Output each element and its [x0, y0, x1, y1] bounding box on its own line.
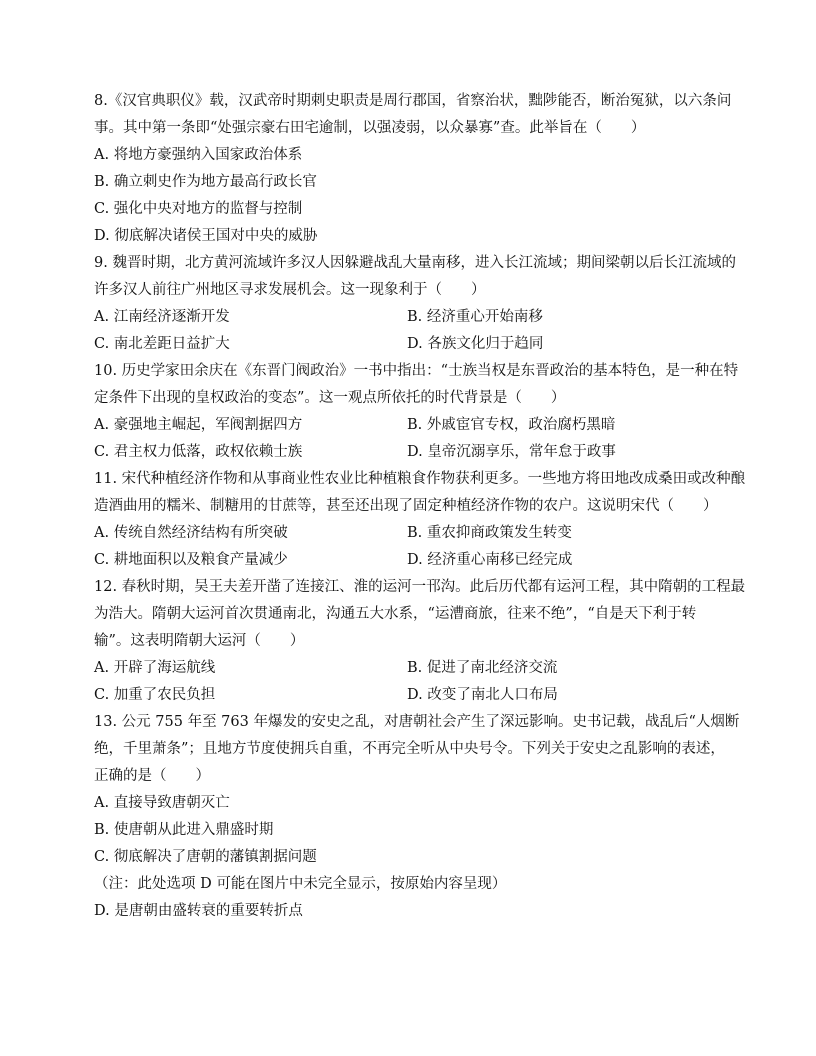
question-13-line-1: 13. 公元 755 年至 763 年爆发的安史之乱，对唐朝社会产生了深远影响。史书记载，战乱后“人烟断: [94, 714, 740, 730]
question-11-option-c: C. 耕地面积以及粮食产量减少: [94, 552, 288, 568]
question-12-line-1: 12. 春秋时期，吴王夫差开凿了连接江、淮的运河一邗沟。此后历代都有运河工程，其中隋朝的工程最: [94, 579, 746, 595]
question-11-option-d: D. 经济重心南移已经完成: [407, 552, 573, 568]
question-9-line-1: 9. 魏晋时期，北方黄河流域许多汉人因躲避战乱大量南移，进入长江流域；期间梁朝以后长江流域的: [94, 255, 736, 271]
question-12-option-d: D. 改变了南北人口布局: [407, 687, 558, 703]
question-8-line-1: 8.《汉官典职仪》载，汉武帝时期刺史职责是周行郡国，省察治状，黜陟能否，断治冤狱，以六条问: [94, 93, 732, 109]
question-12-option-b: B. 促进了南北经济交流: [407, 660, 558, 676]
question-11-options-row-1: [94, 520, 720, 547]
question-11-option-b: B. 重农抑商政策发生转变: [407, 525, 572, 541]
question-11: [94, 466, 746, 574]
question-9-option-d: D. 各族文化归于趋同: [407, 336, 544, 352]
question-13-note: （注：此处选项 D 可能在图片中未完全显示，按原始内容呈现）: [94, 876, 507, 892]
question-9-options-row-2: [94, 331, 720, 358]
question-10-option-d: D. 皇帝沉溺享乐，常年怠于政事: [407, 444, 616, 460]
question-12-option-c: C. 加重了农民负担: [94, 687, 216, 703]
question-8-line-2: 事。其中第一条即“处强宗豪右田宅逾制，以强凌弱，以众暴寡”查。此举旨在（ ）: [94, 120, 646, 136]
question-13-option-d: D. 是唐朝由盛转衰的重要转折点: [94, 903, 303, 919]
question-11-option-a: A. 传统自然经济结构有所突破: [94, 525, 288, 541]
question-13-line-2: 绝，千里萧条”；且地方节度使拥兵自重，不再完全听从中央号令。下列关于安史之乱影响的表述，: [94, 741, 725, 757]
question-10-line-2: 定条件下出现的皇权政治的变态”。这一观点所依托的时代背景是（ ）: [94, 390, 566, 406]
question-12-option-a: A. 开辟了海运航线: [94, 660, 216, 676]
question-8-option-c: C. 强化中央对地方的监督与控制: [94, 201, 303, 217]
question-9: [94, 250, 736, 358]
question-10-options-row-2: [94, 439, 720, 466]
question-12-line-3: 输”。这表明隋朝大运河（ ）: [94, 633, 305, 649]
question-12-options-row-2: [94, 682, 720, 709]
question-11-line-1: 11. 宋代种植经济作物和从事商业性农业比种植粮食作物获利更多。一些地方将田地改成桑田或改种酿: [94, 471, 746, 487]
question-13: [94, 709, 740, 925]
question-8-option-a: A. 将地方豪强纳入国家政治体系: [94, 147, 303, 163]
question-8-option-b: B. 确立刺史作为地方最高行政长官: [94, 174, 317, 190]
question-8: [94, 88, 732, 250]
question-9-option-a: A. 江南经济逐渐开发: [94, 309, 230, 325]
question-10-line-1: 10. 历史学家田余庆在《东晋门阀政治》一书中指出：“士族当权是东晋政治的基本特色，是一种在特: [94, 363, 739, 379]
question-9-option-c: C. 南北差距日益扩大: [94, 336, 230, 352]
question-13-option-b: B. 使唐朝从此进入鼎盛时期: [94, 822, 274, 838]
question-9-option-b: B. 经济重心开始南移: [407, 309, 543, 325]
question-13-option-c: C. 彻底解决了唐朝的藩镇割据问题: [94, 849, 317, 865]
question-12-options-row-1: [94, 655, 720, 682]
question-12-line-2: 为浩大。隋朝大运河首次贯通南北，沟通五大水系，“运漕商旅，往来不绝”，“自是天下利于转: [94, 606, 697, 622]
question-10-option-a: A. 豪强地主崛起，军阀割据四方: [94, 417, 303, 433]
question-8-option-d: D. 彻底解决诸侯王国对中央的威胁: [94, 228, 318, 244]
question-12: [94, 574, 746, 709]
question-13-option-a: A. 直接导致唐朝灭亡: [94, 795, 230, 811]
question-10-option-c: C. 君主权力低落，政权依赖士族: [94, 444, 303, 460]
question-10: [94, 358, 739, 466]
question-10-options-row-1: [94, 412, 720, 439]
question-9-options-row-1: [94, 304, 720, 331]
question-9-line-2: 许多汉人前往广州地区寻求发展机会。这一现象利于（ ）: [94, 282, 486, 298]
question-10-option-b: B. 外戚宦官专权，政治腐朽黑暗: [407, 417, 616, 433]
question-11-line-2: 造酒曲用的糯米、制糖用的甘蔗等，甚至还出现了固定种植经济作物的农户。这说明宋代（ ）: [94, 498, 718, 514]
question-13-line-3: 正确的是（ ）: [94, 768, 210, 784]
question-11-options-row-2: [94, 547, 720, 574]
